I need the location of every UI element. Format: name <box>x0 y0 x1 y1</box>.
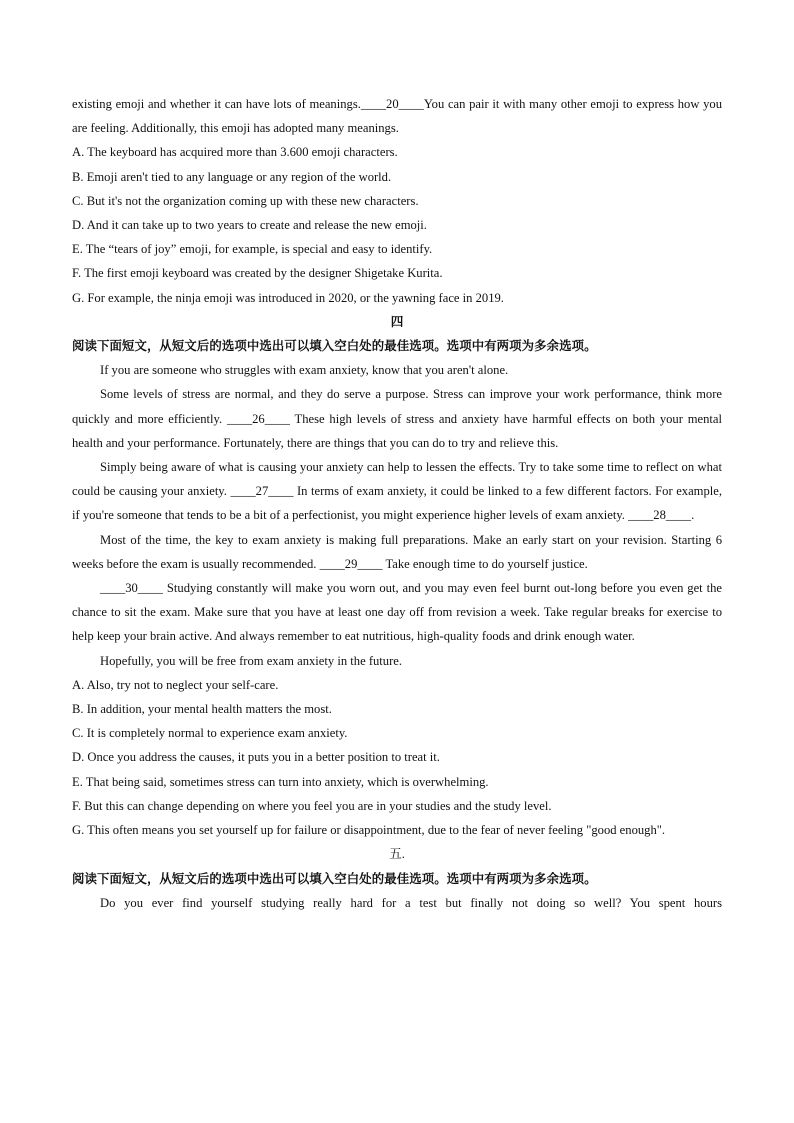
section-5-instruction: 阅读下面短文，从短文后的选项中选出可以填入空白处的最佳选项。选项中有两项为多余选项。 <box>72 870 597 886</box>
option-b: B. In addition, your mental health matters the most. <box>72 702 332 717</box>
option-c: C. But it's not the organization coming up with these new characters. <box>72 193 419 208</box>
document-content <box>72 92 722 915</box>
section-5-paragraph: Do you ever find yourself studying really hard for a test but finally not doing so well? You spent hours <box>100 895 722 910</box>
passage-paragraph: ____30____ Studying constantly will make you worn out, and you may even feel burnt out-long before you even get the chance to sit the exam. Make sure that you have at least one day off from revision a week. Take regular breaks for exercise to help keep your brain active. And always remember to eat nutritious, high-quality foods and drink enough water. <box>72 581 722 644</box>
options-list-4 <box>72 673 722 842</box>
section-4-instruction: 阅读下面短文，从短文后的选项中选出可以填入空白处的最佳选项。选项中有两项为多余选项。 <box>72 338 597 354</box>
option-d: D. Once you address the causes, it puts you in a better position to treat it. <box>72 750 440 765</box>
option-f: F. But this can change depending on where you feel you are in your studies and the study level. <box>72 798 552 813</box>
option-b: B. Emoji aren't tied to any language or any region of the world. <box>72 169 392 184</box>
option-g: G. This often means you set yourself up for failure or disappointment, due to the fear of never feeling "good enough". <box>72 823 666 838</box>
option-e: E. That being said, sometimes stress can turn into anxiety, which is overwhelming. <box>72 774 489 789</box>
section-5-number: 五. <box>389 847 405 862</box>
section-4-passage <box>72 358 722 673</box>
option-d: D. And it can take up to two years to create and release the new emoji. <box>72 218 427 233</box>
passage-paragraph: Some levels of stress are normal, and they do serve a purpose. Stress can improve your work performance, think more quickly and more efficiently. ____26____ These high levels of stress and anxiety have harmful effects on both your mental health and your performance. Fortunately, there are things that you can do to try and relieve this. <box>72 387 722 450</box>
intro-paragraph: existing emoji and whether it can have lots of meanings.____20____You can pair it with many other emoji to express how you are feeling. Additionally, this emoji has adopted many meanings. <box>72 97 722 136</box>
option-e: E. The “tears of joy” emoji, for example, is special and easy to identify. <box>72 242 433 257</box>
passage-paragraph: Simply being aware of what is causing your anxiety can help to lessen the effects. Try to take some time to reflect on what could be causing your anxiety. ____27____ In terms of exam anxiety, it could be linked to a few different factors. For example, if you're someone that tends to be a bit of a perfectionist, you might experience higher levels of exam anxiety. ____28____. <box>72 460 722 523</box>
section-4-number: 四 <box>390 314 404 329</box>
passage-paragraph: Most of the time, the key to exam anxiety is making full preparations. Make an early start on your revision. Starting 6 weeks before the exam is usually recommended. ____29____ Take enough time to do yourself justice. <box>72 532 722 571</box>
option-c: C. It is completely normal to experience exam anxiety. <box>72 726 348 741</box>
options-list-1 <box>72 140 722 309</box>
option-a: A. The keyboard has acquired more than 3.600 emoji characters. <box>72 145 398 160</box>
passage-paragraph: If you are someone who struggles with exam anxiety, know that you aren't alone. <box>100 363 509 378</box>
option-g: G. For example, the ninja emoji was introduced in 2020, or the yawning face in 2019. <box>72 290 504 305</box>
passage-paragraph: Hopefully, you will be free from exam anxiety in the future. <box>100 653 403 668</box>
option-a: A. Also, try not to neglect your self-care. <box>72 677 279 692</box>
option-f: F. The first emoji keyboard was created by the designer Shigetake Kurita. <box>72 266 443 281</box>
